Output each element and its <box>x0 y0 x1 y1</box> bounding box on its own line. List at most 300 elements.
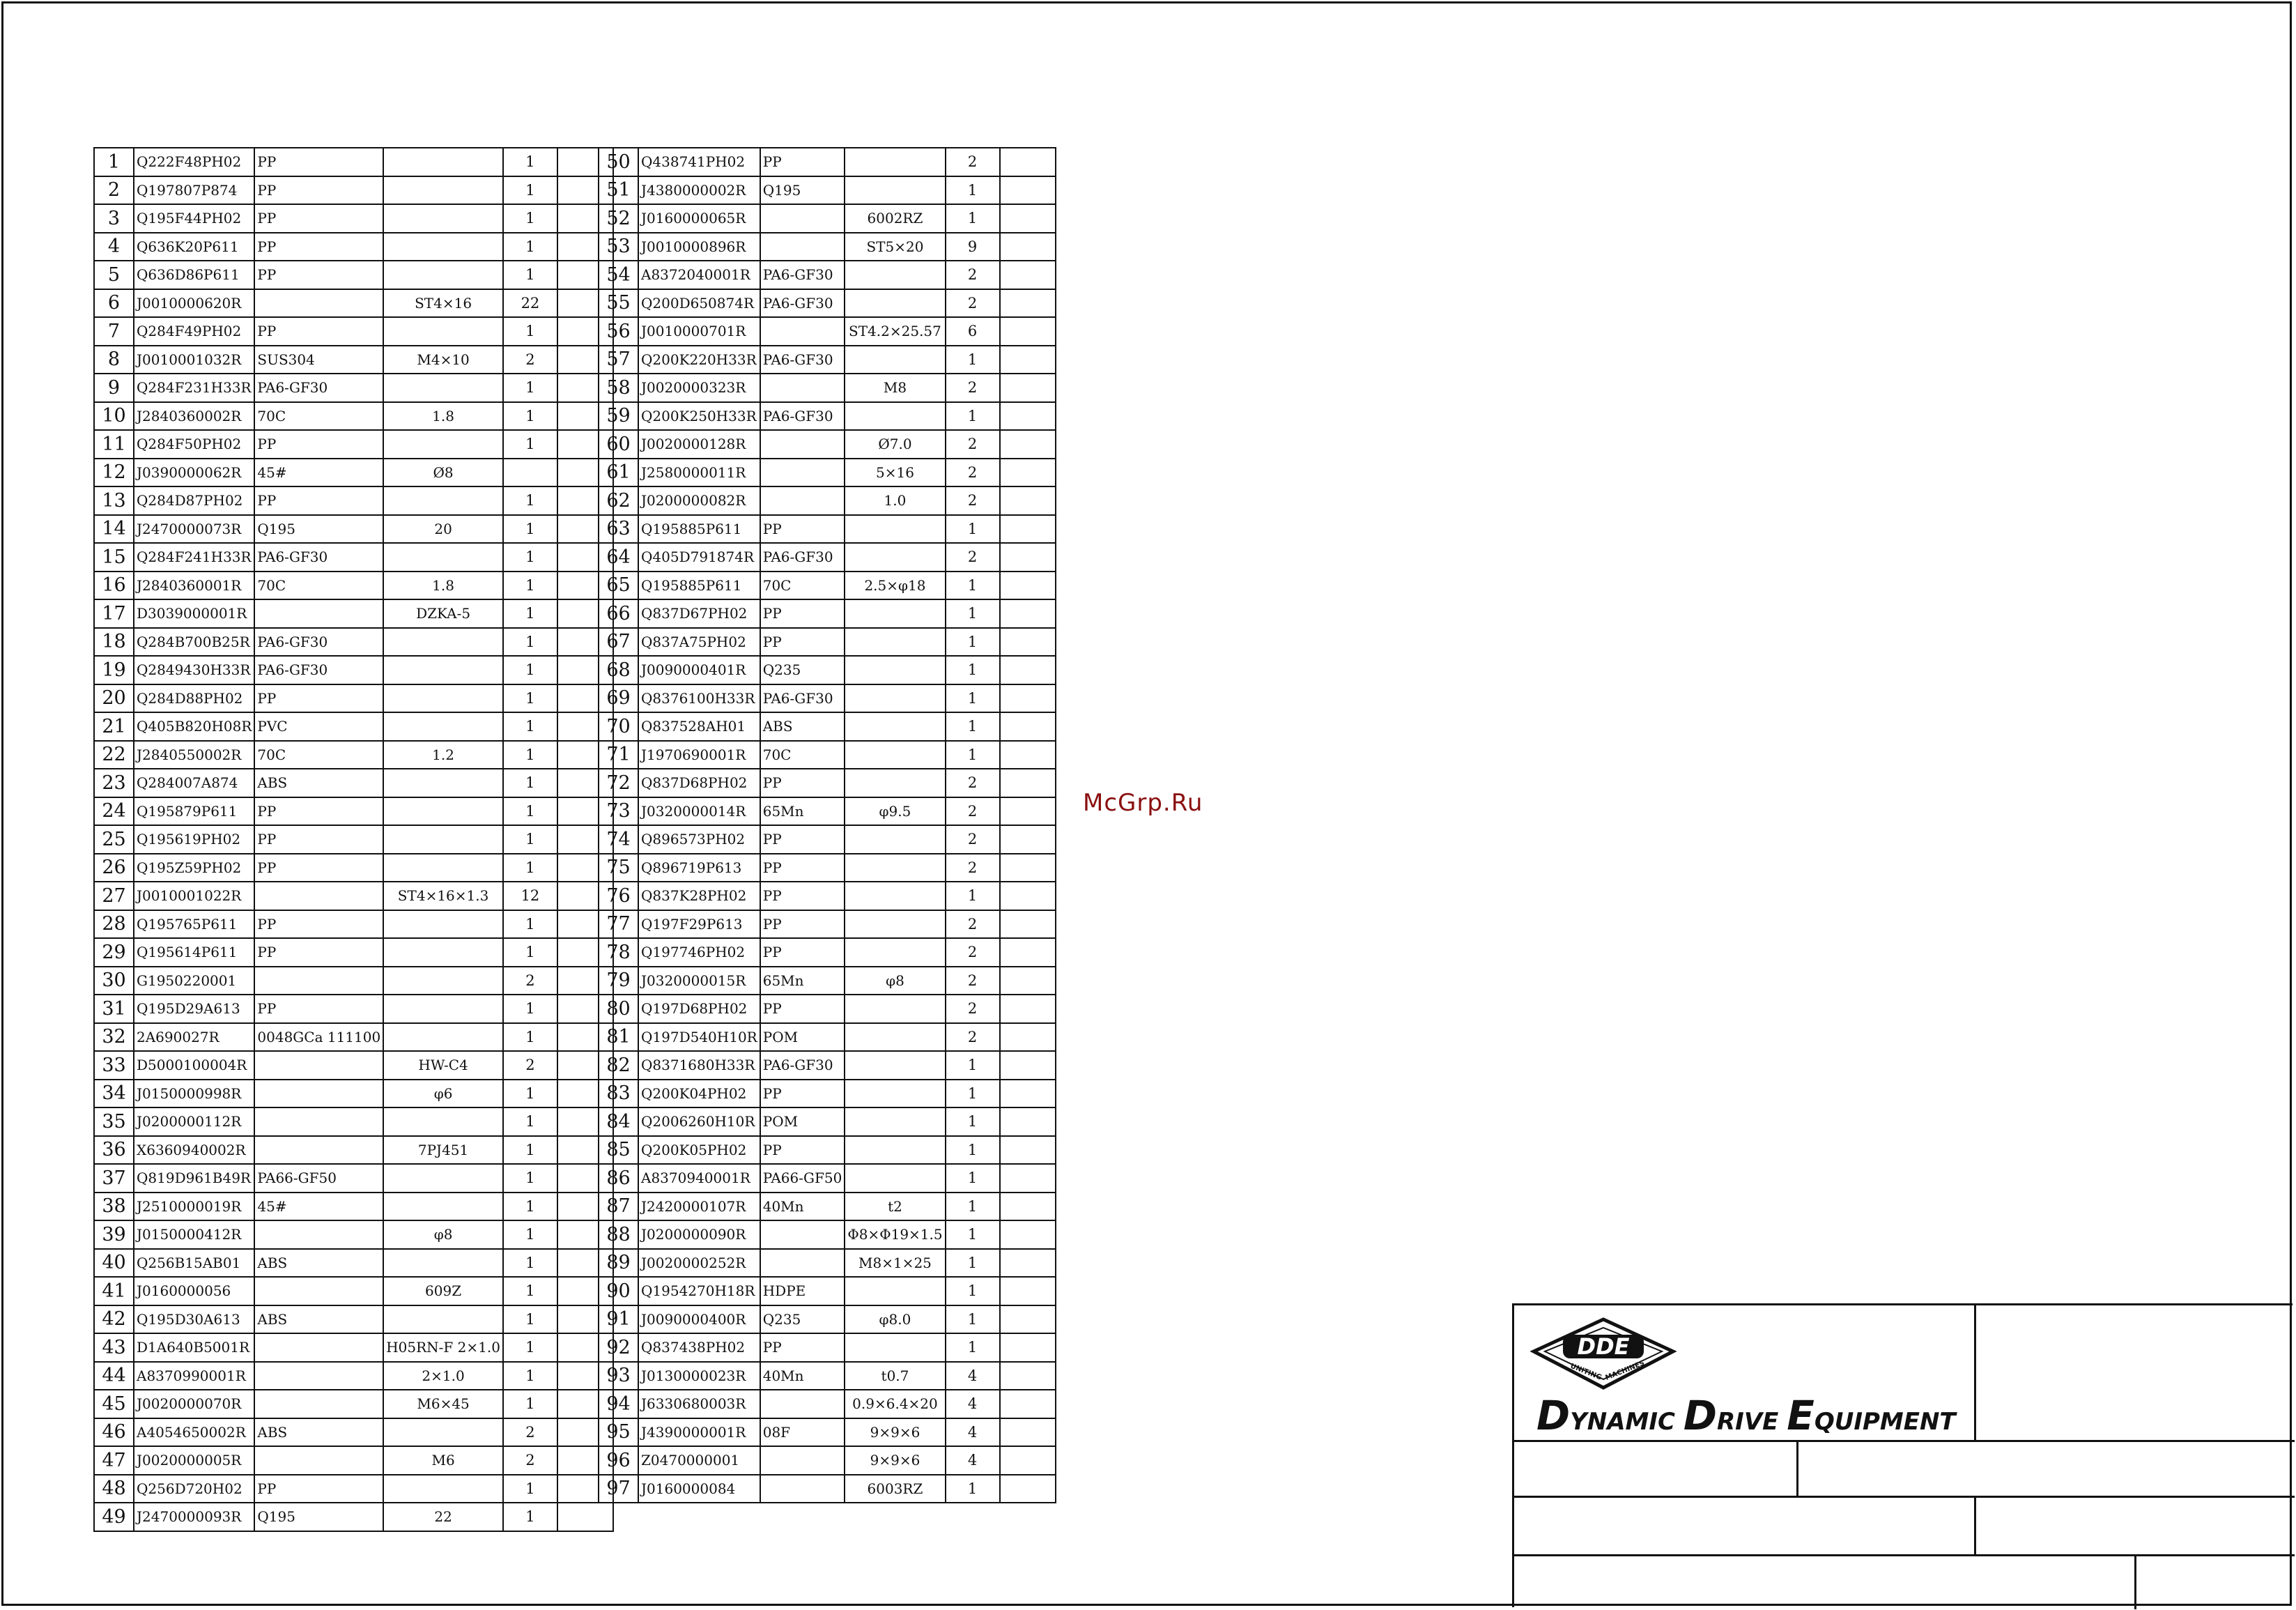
remark-cell <box>1000 1475 1056 1503</box>
part-code: D1A640B5001R <box>134 1333 254 1362</box>
part-spec: 5×16 <box>845 459 945 487</box>
part-code: Q222F48PH02 <box>134 148 254 176</box>
part-quantity: 1 <box>946 656 1000 684</box>
part-quantity: 1 <box>946 204 1000 233</box>
item-number: 45 <box>94 1390 134 1418</box>
part-code: Q284F231H33R <box>134 374 254 402</box>
part-spec: H05RN-F 2×1.0 <box>383 1333 503 1362</box>
item-number: 62 <box>599 486 638 515</box>
part-spec <box>383 1418 503 1447</box>
part-quantity: 1 <box>946 1277 1000 1305</box>
part-code: Q284D87PH02 <box>134 486 254 515</box>
part-code: J0010001022R <box>134 882 254 910</box>
part-quantity: 2 <box>503 1418 557 1447</box>
item-number: 31 <box>94 995 134 1023</box>
part-code: Q195885P611 <box>638 572 760 600</box>
part-quantity: 1 <box>503 1333 557 1362</box>
item-number: 36 <box>94 1136 134 1165</box>
table-row <box>599 1305 1056 1334</box>
part-code: J2470000073R <box>134 515 254 544</box>
company-logo <box>1523 1310 1968 1442</box>
remark-cell <box>1000 1193 1056 1221</box>
part-material: PP <box>760 515 845 544</box>
part-quantity: 1 <box>946 684 1000 713</box>
item-number: 79 <box>599 967 638 995</box>
part-code: Q200D650874R <box>638 289 760 318</box>
part-quantity: 1 <box>946 1193 1000 1221</box>
part-quantity: 2 <box>946 995 1000 1023</box>
part-quantity: 1 <box>503 1277 557 1305</box>
part-material: PA6-GF30 <box>254 543 383 572</box>
table-row <box>94 1193 613 1221</box>
part-spec <box>383 374 503 402</box>
part-spec <box>383 825 503 854</box>
part-quantity: 4 <box>946 1418 1000 1447</box>
remark-cell <box>1000 176 1056 205</box>
part-material: POM <box>760 1023 845 1052</box>
remark-cell <box>1000 1305 1056 1334</box>
remark-cell <box>557 1503 613 1531</box>
part-quantity: 1 <box>946 1249 1000 1278</box>
remark-cell <box>1000 1362 1056 1390</box>
part-spec: φ8 <box>845 967 945 995</box>
part-code: J0020000323R <box>638 374 760 402</box>
part-spec: 9×9×6 <box>845 1418 945 1447</box>
table-row <box>94 543 613 572</box>
part-material: PP <box>254 204 383 233</box>
remark-cell <box>1000 317 1056 346</box>
part-material <box>760 1390 845 1418</box>
part-material: ABS <box>254 1249 383 1278</box>
part-material <box>254 1277 383 1305</box>
part-spec: 1.8 <box>383 402 503 431</box>
part-spec <box>383 1107 503 1136</box>
remark-cell <box>1000 289 1056 318</box>
remark-cell <box>1000 374 1056 402</box>
remark-cell <box>1000 967 1056 995</box>
item-number: 24 <box>94 797 134 826</box>
part-spec <box>383 204 503 233</box>
table-row <box>599 572 1056 600</box>
item-number: 91 <box>599 1305 638 1334</box>
part-quantity: 2 <box>946 797 1000 826</box>
table-row <box>94 402 613 431</box>
part-code: Q8371680H33R <box>638 1051 760 1080</box>
item-number: 58 <box>599 374 638 402</box>
part-code: Q195885P611 <box>638 515 760 544</box>
table-row <box>94 1277 613 1305</box>
item-number: 74 <box>599 825 638 854</box>
item-number: 55 <box>599 289 638 318</box>
part-spec <box>845 1107 945 1136</box>
part-material: PP <box>760 148 845 176</box>
part-material: 0048GCa 111100 <box>254 1023 383 1052</box>
part-spec: ST4×16 <box>383 289 503 318</box>
part-spec: M8 <box>845 374 945 402</box>
item-number: 78 <box>599 938 638 967</box>
table-row <box>94 1333 613 1362</box>
part-quantity: 2 <box>503 967 557 995</box>
item-number: 42 <box>94 1305 134 1334</box>
part-quantity: 22 <box>503 289 557 318</box>
part-code: J0010000701R <box>638 317 760 346</box>
part-spec <box>845 1277 945 1305</box>
part-code: Q1954270H18R <box>638 1277 760 1305</box>
part-quantity: 2 <box>503 1051 557 1080</box>
part-material: 45# <box>254 1193 383 1221</box>
remark-cell <box>1000 599 1056 628</box>
part-material: ABS <box>254 1418 383 1447</box>
dde-diamond-logo <box>1527 1315 1680 1393</box>
remark-cell <box>1000 233 1056 261</box>
item-number: 16 <box>94 572 134 600</box>
remark-cell <box>1000 882 1056 910</box>
part-spec <box>845 289 945 318</box>
item-number: 93 <box>599 1362 638 1390</box>
parts-table-left <box>93 147 614 1532</box>
item-number: 8 <box>94 346 134 374</box>
item-number: 3 <box>94 204 134 233</box>
part-quantity: 2 <box>946 1023 1000 1052</box>
part-material: PP <box>760 1333 845 1362</box>
part-material: PP <box>254 825 383 854</box>
item-number: 35 <box>94 1107 134 1136</box>
part-spec: 2×1.0 <box>383 1362 503 1390</box>
item-number: 71 <box>599 741 638 769</box>
part-material: 70C <box>760 572 845 600</box>
part-code: Q837K28PH02 <box>638 882 760 910</box>
part-quantity: 1 <box>503 233 557 261</box>
part-material: ABS <box>760 712 845 741</box>
remark-cell <box>1000 1249 1056 1278</box>
table-row <box>599 1164 1056 1193</box>
part-material: PP <box>760 854 845 882</box>
part-material <box>760 317 845 346</box>
part-quantity: 1 <box>503 1107 557 1136</box>
remark-cell <box>1000 910 1056 939</box>
table-row <box>599 1023 1056 1052</box>
item-number: 81 <box>599 1023 638 1052</box>
item-number: 77 <box>599 910 638 939</box>
part-code: Q197D540H10R <box>638 1023 760 1052</box>
title-block <box>1512 1303 2293 1607</box>
part-spec <box>383 712 503 741</box>
part-spec <box>845 938 945 967</box>
item-number: 96 <box>599 1446 638 1475</box>
part-code: D5000100004R <box>134 1051 254 1080</box>
table-row <box>94 741 613 769</box>
part-spec <box>845 712 945 741</box>
part-material: PP <box>760 1080 845 1108</box>
table-row <box>94 289 613 318</box>
part-spec <box>383 486 503 515</box>
remark-cell <box>1000 1023 1056 1052</box>
part-material <box>254 1107 383 1136</box>
remark-cell <box>1000 1390 1056 1418</box>
part-material: HDPE <box>760 1277 845 1305</box>
part-spec <box>845 1333 945 1362</box>
part-quantity: 2 <box>946 825 1000 854</box>
part-quantity: 1 <box>503 1249 557 1278</box>
part-quantity: 1 <box>946 1305 1000 1334</box>
part-material: PP <box>254 317 383 346</box>
part-quantity: 2 <box>946 289 1000 318</box>
item-number: 13 <box>94 486 134 515</box>
part-quantity: 1 <box>946 712 1000 741</box>
part-material: PA6-GF30 <box>760 346 845 374</box>
part-spec <box>845 1051 945 1080</box>
table-row <box>599 515 1056 544</box>
table-row <box>599 741 1056 769</box>
item-number: 54 <box>599 261 638 289</box>
part-quantity: 2 <box>946 459 1000 487</box>
part-material <box>254 1362 383 1390</box>
part-material <box>760 233 845 261</box>
remark-cell <box>1000 712 1056 741</box>
part-spec <box>845 882 945 910</box>
part-material: PP <box>254 430 383 459</box>
remark-cell <box>1000 148 1056 176</box>
item-number: 48 <box>94 1475 134 1503</box>
table-row <box>599 486 1056 515</box>
table-row <box>599 712 1056 741</box>
part-quantity: 1 <box>503 430 557 459</box>
part-spec: HW-C4 <box>383 1051 503 1080</box>
table-row <box>599 204 1056 233</box>
part-spec <box>383 967 503 995</box>
table-row <box>599 995 1056 1023</box>
part-code: Q284F49PH02 <box>134 317 254 346</box>
part-spec <box>383 938 503 967</box>
table-row <box>94 459 613 487</box>
part-spec <box>845 148 945 176</box>
part-material: 45# <box>254 459 383 487</box>
part-spec: φ8.0 <box>845 1305 945 1334</box>
item-number: 70 <box>599 712 638 741</box>
table-row <box>599 1475 1056 1503</box>
part-code: D3039000001R <box>134 599 254 628</box>
logo-ring-left: UNITING <box>1569 1362 1603 1382</box>
part-spec <box>845 1164 945 1193</box>
item-number: 87 <box>599 1193 638 1221</box>
part-code: Q195619PH02 <box>134 825 254 854</box>
part-code: J0010000896R <box>638 233 760 261</box>
part-spec: Ø8 <box>383 459 503 487</box>
logo-text: DDE <box>1577 1333 1630 1360</box>
part-spec: M8×1×25 <box>845 1249 945 1278</box>
part-spec <box>845 515 945 544</box>
part-spec: 2.5×φ18 <box>845 572 945 600</box>
item-number: 21 <box>94 712 134 741</box>
item-number: 6 <box>94 289 134 318</box>
part-quantity: 1 <box>503 1503 557 1531</box>
remark-cell <box>1000 204 1056 233</box>
item-number: 4 <box>94 233 134 261</box>
item-number: 67 <box>599 628 638 657</box>
table-row <box>94 1446 613 1475</box>
table-row <box>94 233 613 261</box>
part-code: Q438741PH02 <box>638 148 760 176</box>
part-spec: Φ8×Φ19×1.5 <box>845 1220 945 1249</box>
part-material: 70C <box>254 572 383 600</box>
part-code: Q195879P611 <box>134 797 254 826</box>
part-code: J0010001032R <box>134 346 254 374</box>
part-code: Q197746PH02 <box>638 938 760 967</box>
remark-cell <box>1000 1446 1056 1475</box>
item-number: 43 <box>94 1333 134 1362</box>
part-code: Q200K04PH02 <box>638 1080 760 1108</box>
part-quantity: 1 <box>946 402 1000 431</box>
part-spec: 7PJ451 <box>383 1136 503 1165</box>
part-material <box>760 204 845 233</box>
part-material: PP <box>760 1136 845 1165</box>
part-material: 08F <box>760 1418 845 1447</box>
part-code: Q837528AH01 <box>638 712 760 741</box>
part-code: J0020000070R <box>134 1390 254 1418</box>
part-material: POM <box>760 1107 845 1136</box>
table-row <box>94 1418 613 1447</box>
part-quantity: 1 <box>503 515 557 544</box>
part-spec <box>383 910 503 939</box>
part-spec: M6×45 <box>383 1390 503 1418</box>
item-number: 59 <box>599 402 638 431</box>
item-number: 23 <box>94 769 134 797</box>
part-code: Q197D68PH02 <box>638 995 760 1023</box>
part-spec <box>383 1023 503 1052</box>
table-row <box>94 346 613 374</box>
part-code: Q837A75PH02 <box>638 628 760 657</box>
item-number: 5 <box>94 261 134 289</box>
part-code: Q195D29A613 <box>134 995 254 1023</box>
item-number: 68 <box>599 656 638 684</box>
part-material: ABS <box>254 769 383 797</box>
part-quantity: 12 <box>503 882 557 910</box>
table-row <box>94 712 613 741</box>
remark-cell <box>1000 1333 1056 1362</box>
part-code: J0090000401R <box>638 656 760 684</box>
part-quantity: 2 <box>503 1446 557 1475</box>
part-material: PA6-GF30 <box>760 684 845 713</box>
part-spec <box>383 233 503 261</box>
part-material <box>760 486 845 515</box>
table-row <box>94 825 613 854</box>
part-code: Q284D88PH02 <box>134 684 254 713</box>
part-spec: 1.0 <box>845 486 945 515</box>
item-number: 33 <box>94 1051 134 1080</box>
table-row <box>94 1390 613 1418</box>
part-code: J0160000084 <box>638 1475 760 1503</box>
item-number: 63 <box>599 515 638 544</box>
part-code: J2470000093R <box>134 1503 254 1531</box>
table-row <box>599 176 1056 205</box>
table-row <box>94 938 613 967</box>
item-number: 14 <box>94 515 134 544</box>
part-spec <box>383 628 503 657</box>
part-material: PA6-GF30 <box>760 261 845 289</box>
part-material <box>760 1446 845 1475</box>
part-code: Q405D791874R <box>638 543 760 572</box>
remark-cell <box>1000 572 1056 600</box>
part-material: Q235 <box>760 656 845 684</box>
item-number: 97 <box>599 1475 638 1503</box>
remark-cell <box>1000 1418 1056 1447</box>
part-code: J1970690001R <box>638 741 760 769</box>
part-code: J0200000090R <box>638 1220 760 1249</box>
part-code: J0130000023R <box>638 1362 760 1390</box>
part-material: PA6-GF30 <box>760 543 845 572</box>
part-code: J2420000107R <box>638 1193 760 1221</box>
part-code: Q636K20P611 <box>134 233 254 261</box>
part-spec: φ6 <box>383 1080 503 1108</box>
item-number: 50 <box>599 148 638 176</box>
part-code: Q2006260H10R <box>638 1107 760 1136</box>
part-code: Q819D961B49R <box>134 1164 254 1193</box>
part-material <box>760 1475 845 1503</box>
item-number: 51 <box>599 176 638 205</box>
part-quantity: 1 <box>503 1390 557 1418</box>
table-row <box>94 1136 613 1165</box>
part-material <box>254 1333 383 1362</box>
table-row <box>94 1503 613 1531</box>
item-number: 19 <box>94 656 134 684</box>
part-code: Q200K250H33R <box>638 402 760 431</box>
part-code: J0160000056 <box>134 1277 254 1305</box>
table-row <box>599 825 1056 854</box>
part-material: PP <box>760 995 845 1023</box>
item-number: 1 <box>94 148 134 176</box>
part-quantity: 1 <box>503 797 557 826</box>
remark-cell <box>1000 346 1056 374</box>
part-quantity: 1 <box>946 599 1000 628</box>
remark-cell <box>1000 459 1056 487</box>
item-number: 86 <box>599 1164 638 1193</box>
table-row <box>94 515 613 544</box>
part-code: Q284F50PH02 <box>134 430 254 459</box>
table-row <box>94 176 613 205</box>
remark-cell <box>1000 1164 1056 1193</box>
part-spec <box>845 176 945 205</box>
table-row <box>94 1107 613 1136</box>
part-material: PA6-GF30 <box>760 402 845 431</box>
remark-cell <box>1000 543 1056 572</box>
part-code: J6330680003R <box>638 1390 760 1418</box>
table-row <box>599 1390 1056 1418</box>
part-quantity: 9 <box>946 233 1000 261</box>
part-spec <box>845 543 945 572</box>
part-quantity: 1 <box>503 599 557 628</box>
part-material: PVC <box>254 712 383 741</box>
table-row <box>599 346 1056 374</box>
part-quantity: 1 <box>503 1193 557 1221</box>
remark-cell <box>1000 1277 1056 1305</box>
part-quantity: 1 <box>503 628 557 657</box>
part-material <box>760 459 845 487</box>
remark-cell <box>1000 486 1056 515</box>
part-spec: M6 <box>383 1446 503 1475</box>
part-material: Q195 <box>254 1503 383 1531</box>
item-number: 2 <box>94 176 134 205</box>
part-material: PA66-GF50 <box>760 1164 845 1193</box>
part-quantity: 1 <box>946 1333 1000 1362</box>
table-row <box>94 1080 613 1108</box>
part-material <box>254 967 383 995</box>
table-row <box>599 1080 1056 1108</box>
part-quantity: 1 <box>503 995 557 1023</box>
item-number: 30 <box>94 967 134 995</box>
part-code: Q195D30A613 <box>134 1305 254 1334</box>
part-code: A8370990001R <box>134 1362 254 1390</box>
table-row <box>599 938 1056 967</box>
